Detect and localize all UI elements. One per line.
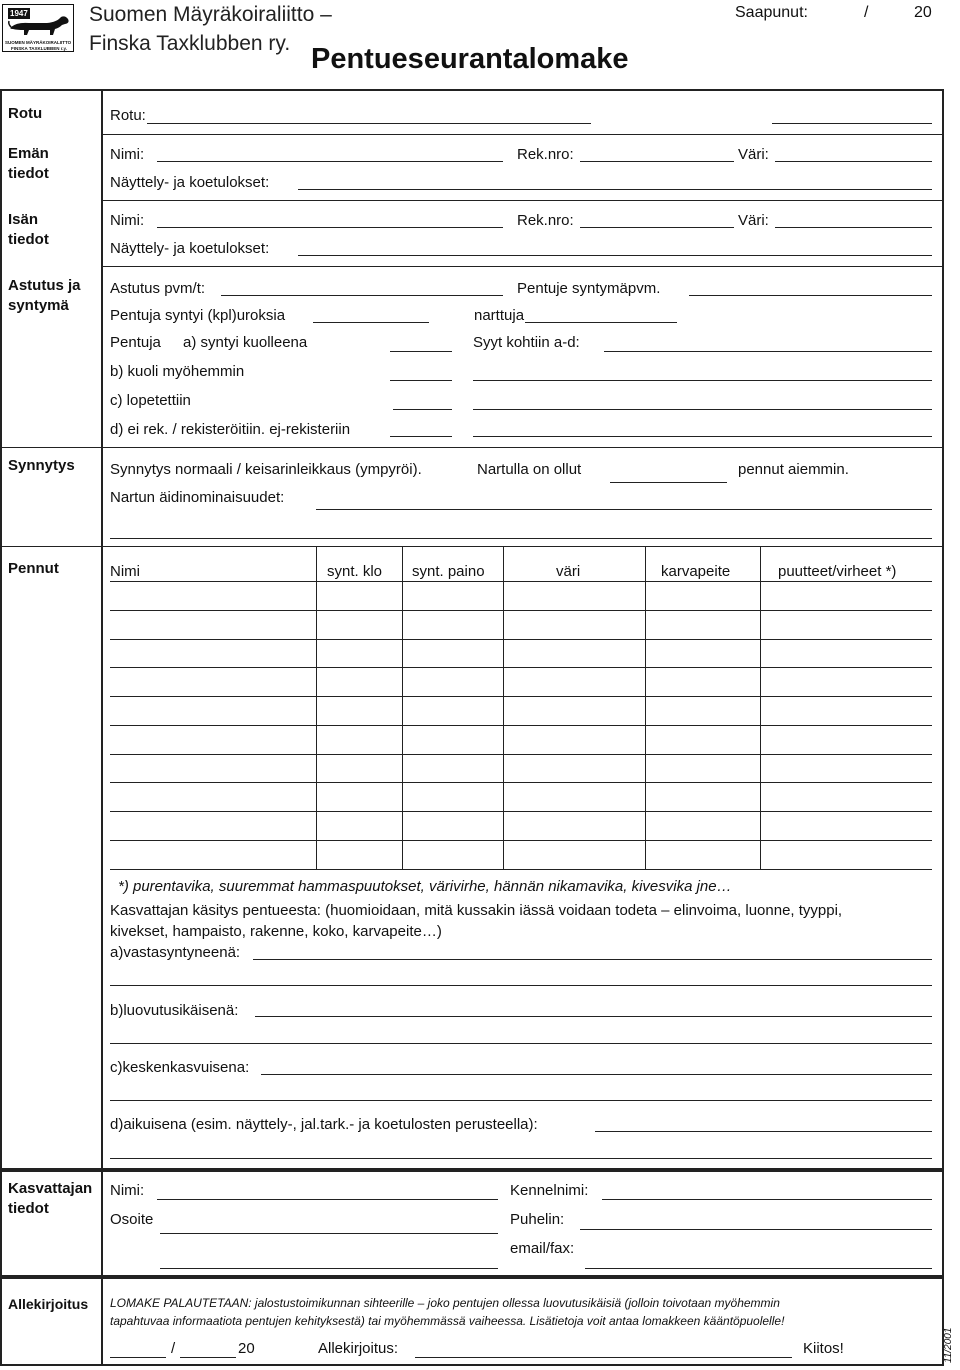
causes-field-a[interactable]	[604, 351, 932, 352]
table-row[interactable]	[110, 667, 932, 668]
logo-text-1: SUOMEN MÄYRÄKOIRALIITTO	[5, 40, 72, 45]
dam-color-label: Väri:	[738, 146, 769, 163]
section-allekirjoitus: Allekirjoitus	[8, 1296, 89, 1312]
birth-date-label: Pentuje syntymäpvm.	[517, 280, 661, 297]
males-field[interactable]	[313, 322, 429, 323]
previous-litters-label: Nartulla on ollut	[477, 461, 582, 478]
mothering-label: Nartun äidinominaisuudet:	[110, 489, 285, 506]
col-color: väri	[556, 563, 581, 580]
sire-color-label: Väri:	[738, 212, 769, 229]
dam-name-label: Nimi:	[110, 146, 145, 163]
opinion-line-1: Kasvattajan käsitys pentueesta: (huomioidaan, mitä kussakin iässä voidaan todeta – elinvoima, luonne, tyyppi,	[110, 902, 843, 919]
euthanized-field[interactable]	[393, 409, 452, 410]
logo-text-2: FINSKA TAXKLUBBEN r.y.	[11, 46, 67, 51]
sign-date-field-2[interactable]	[180, 1357, 236, 1358]
dam-name-field[interactable]	[157, 161, 503, 162]
received-label: Saapunut:	[735, 4, 808, 21]
address-label: Osoite	[110, 1211, 154, 1228]
breed-extra-line[interactable]	[772, 123, 932, 124]
males-label: Pentuja syntyi (kpl)uroksia	[110, 307, 286, 324]
section-isan-tiedot: Isän tiedot	[8, 211, 49, 248]
died-later-label: b) kuoli myöhemmin	[110, 363, 245, 380]
sire-color-field[interactable]	[775, 227, 932, 228]
euthanized-label: c) lopetettiin	[110, 392, 191, 409]
sire-results-field[interactable]	[298, 255, 932, 256]
row-divider	[101, 134, 944, 135]
opinion-line-2: kivekset, hampaisto, rakenne, koko, karvapeite…)	[110, 923, 442, 940]
dam-color-field[interactable]	[775, 161, 932, 162]
table-row[interactable]	[110, 725, 932, 726]
mating-date-label: Astutus pvm/t:	[110, 280, 206, 297]
form-version: 11/2001	[943, 1327, 954, 1363]
died-later-field[interactable]	[390, 380, 452, 381]
sign-year: 20	[238, 1340, 255, 1357]
section-synnytys: Synnytys	[8, 457, 75, 474]
form-title: Pentueseurantalomake	[311, 43, 629, 75]
stillborn-label: a) syntyi kuolleena	[183, 334, 308, 351]
table-row[interactable]	[110, 811, 932, 812]
email-field[interactable]	[585, 1268, 932, 1269]
sire-reg-field[interactable]	[580, 227, 734, 228]
sire-reg-label: Rek.nro:	[517, 212, 574, 229]
mothering-field-1[interactable]	[316, 509, 932, 510]
row-divider	[101, 200, 944, 201]
dam-reg-label: Rek.nro:	[517, 146, 574, 163]
stillborn-field[interactable]	[390, 351, 452, 352]
col-divider	[316, 546, 317, 870]
received-slash: /	[864, 4, 869, 21]
signature-field[interactable]	[415, 1357, 792, 1358]
dam-results-label: Näyttely- ja koetulokset:	[110, 174, 270, 191]
table-row[interactable]	[110, 696, 932, 697]
table-row[interactable]	[110, 782, 932, 783]
puppies-prefix-label: Pentuja	[110, 334, 161, 351]
return-note-line-2: tapahtuvaa informaatiota pentujen kehityksestä) tai myöhemmässä vaiheessa. Lisätietoja voit antaa lomakkeen kääntöpuolelle!	[110, 1314, 785, 1328]
signature-column-divider	[101, 1277, 103, 1366]
newborn-label: a)vastasyntyneenä:	[110, 944, 241, 961]
breed-label: Rotu:	[110, 107, 146, 124]
table-header-line	[110, 581, 932, 582]
adult-label: d)aikuisena (esim. näyttely-, jal.tark.- ja koetulosten perusteella):	[110, 1116, 538, 1133]
section-astutus: Astutus ja syntymä	[8, 277, 81, 314]
handover-label: b)luovutusikäisenä:	[110, 1002, 239, 1019]
sign-date-field-1[interactable]	[110, 1357, 166, 1358]
phone-field[interactable]	[580, 1229, 932, 1230]
col-coat: karvapeite	[661, 563, 731, 580]
main-column-divider	[101, 89, 103, 1170]
kennel-name-field[interactable]	[602, 1199, 932, 1200]
handover-field-1[interactable]	[255, 1016, 932, 1017]
adult-field-2[interactable]	[110, 1158, 932, 1159]
mothering-field-2[interactable]	[110, 538, 932, 539]
section-rotu: Rotu	[8, 105, 43, 122]
breeder-name-field[interactable]	[157, 1199, 498, 1200]
adult-field-1[interactable]	[595, 1131, 932, 1132]
adolescent-field-2[interactable]	[110, 1100, 932, 1101]
dam-reg-field[interactable]	[580, 161, 734, 162]
newborn-field-1[interactable]	[253, 959, 932, 960]
thanks-text: Kiitos!	[803, 1340, 844, 1357]
sire-results-label: Näyttely- ja koetulokset:	[110, 240, 270, 257]
org-name-fi: Suomen Mäyräkoiraliitto –	[89, 3, 332, 26]
handover-field-2[interactable]	[110, 1043, 932, 1044]
return-note-line-1: LOMAKE PALAUTETAAN: jalostustoimikunnan sihteerille – joko pentujen ollessa luovutusikäisiä (jolloin toivotaan myöhemmin	[110, 1296, 780, 1310]
causes-field-b[interactable]	[473, 380, 932, 381]
previous-litters-field[interactable]	[610, 482, 727, 483]
signature-label: Allekirjoitus:	[318, 1340, 399, 1357]
breed-input-line[interactable]	[147, 123, 591, 124]
address-field-1[interactable]	[160, 1233, 498, 1234]
col-divider	[760, 546, 761, 870]
logo-year: 1947	[10, 9, 28, 18]
mating-date-field[interactable]	[221, 295, 503, 296]
females-field[interactable]	[525, 322, 677, 323]
section-pennut: Pennut	[8, 560, 59, 577]
dam-results-field[interactable]	[298, 189, 932, 190]
col-divider	[503, 546, 504, 870]
causes-label: Syyt kohtiin a-d:	[473, 334, 580, 351]
table-row[interactable]	[110, 610, 932, 611]
phone-label: Puhelin:	[510, 1211, 565, 1228]
table-row[interactable]	[110, 754, 932, 755]
causes-field-d[interactable]	[473, 436, 932, 437]
col-defects: puutteet/virheet *)	[778, 563, 897, 580]
adolescent-field-1[interactable]	[261, 1074, 932, 1075]
birth-normal-label: Synnytys normaali / keisarinleikkaus (ympyröi).	[110, 461, 422, 478]
section-eman-tiedot: Emän tiedot	[8, 145, 49, 182]
email-label: email/fax:	[510, 1240, 575, 1257]
sign-date-slash: /	[171, 1340, 176, 1357]
breeder-name-label: Nimi:	[110, 1182, 145, 1199]
col-birth-weight: synt. paino	[412, 563, 485, 580]
col-divider	[402, 546, 403, 870]
defects-footnote: *) purentavika, suuremmat hammaspuutokset, värivirhe, hännän nikamavika, kivesvika jne…	[118, 878, 732, 895]
newborn-field-2[interactable]	[110, 985, 932, 986]
sire-name-field[interactable]	[157, 227, 503, 228]
females-label: narttuja	[474, 307, 525, 324]
sire-name-label: Nimi:	[110, 212, 145, 229]
row-divider	[101, 266, 944, 267]
kennel-name-label: Kennelnimi:	[510, 1182, 589, 1199]
previous-litters-suffix: pennut aiemmin.	[738, 461, 849, 478]
section-kasvattaja: Kasvattajan tiedot	[8, 1180, 93, 1217]
section-divider	[0, 447, 944, 448]
section-divider	[0, 546, 944, 547]
col-divider	[645, 546, 646, 870]
col-birth-time: synt. klo	[327, 563, 383, 580]
table-row[interactable]	[110, 639, 932, 640]
not-registered-label: d) ei rek. / rekisteröitiin. ej-rekisteriin	[110, 421, 351, 438]
org-name-sv: Finska Taxklubben ry.	[89, 32, 291, 55]
birth-date-field[interactable]	[689, 295, 932, 296]
not-registered-field[interactable]	[390, 436, 452, 437]
table-row[interactable]	[110, 869, 932, 870]
table-row[interactable]	[110, 840, 932, 841]
address-field-2[interactable]	[160, 1268, 498, 1269]
dachshund-icon	[7, 11, 71, 39]
causes-field-c[interactable]	[473, 409, 932, 410]
adolescent-label: c)keskenkasvuisena:	[110, 1059, 250, 1076]
col-name: Nimi	[110, 563, 140, 580]
logo	[2, 4, 74, 52]
received-year: 20	[914, 4, 932, 21]
